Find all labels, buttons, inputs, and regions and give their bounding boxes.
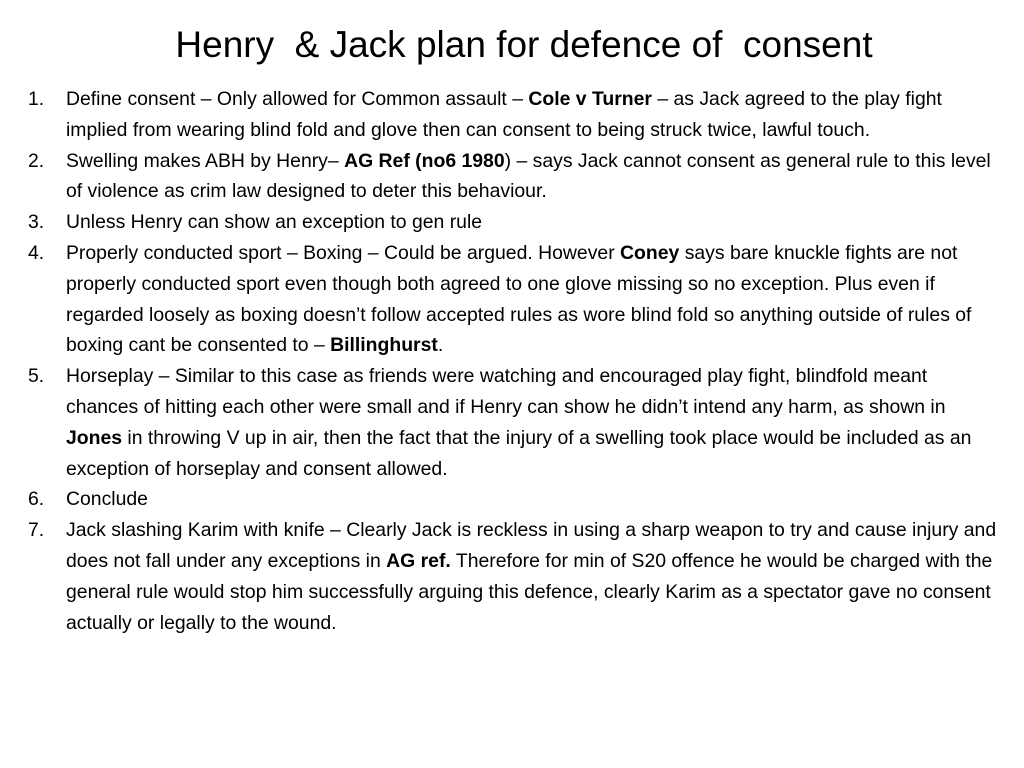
list-item-number: 2.: [28, 149, 45, 172]
slide-title: Henry & Jack plan for defence of consent: [175, 24, 873, 65]
list-item-number: 6.: [28, 488, 45, 511]
list-item: [28, 207, 1004, 238]
case-citation: AG Ref (no6 1980: [344, 149, 505, 172]
text-segment: Swelling makes ABH by Henry–: [66, 149, 345, 172]
text-segment: Properly conducted sport – Boxing – Could be argued. However: [66, 241, 621, 264]
text-segment: in throwing V up in air, then the fact that the injury of a swelling took place would be included as an exception of horseplay and consent allowed.: [66, 426, 972, 480]
text-segment: Conclude: [66, 488, 148, 511]
list-item-number: 4.: [28, 241, 45, 264]
text-segment: ) – says Jack cannot consent as general rule to this level of violence as crim law designed to deter this behaviour.: [66, 149, 991, 203]
text-segment: Define consent – Only allowed for Common assault –: [66, 88, 529, 110]
case-citation: Jones: [66, 426, 123, 449]
text-segment: Horseplay – Similar to this case as friends were watching and encouraged play fight, blindfold meant chances of hitting each other were small and if Henry can show he didn’t intend any harm, as shown in: [66, 365, 946, 418]
list-item: [28, 84, 1004, 146]
list-item: [28, 146, 1004, 208]
list-item: [28, 238, 1004, 361]
text-segment: says bare knuckle fights are not properly conducted sport even though both agreed to one glove missing so no exception. Plus even if regarded loosely as boxing doesn’t follow accepted rules as wore blind fold so anything outside of rules of boxing cant be consented to –: [66, 241, 972, 357]
text-segment: – as Jack agreed to the play fight implied from wearing blind fold and glove then can consent to being struck twice, lawful touch.: [66, 88, 942, 141]
list-item-text: [66, 519, 996, 633]
list-item-text: [66, 488, 148, 510]
list-item-number: 3.: [28, 211, 45, 234]
list-item-text: [66, 150, 991, 203]
list-item: [28, 515, 1004, 638]
text-segment: .: [437, 334, 444, 357]
list-item-text: [66, 211, 482, 233]
list-item-text: [66, 88, 942, 141]
list-item-number: 7.: [28, 519, 45, 542]
case-citation: Cole v Turner: [528, 88, 652, 110]
text-segment: Jack slashing Karim with knife – Clearly Jack is reckless in using a sharp weapon to try and cause injury and does not fall under any exceptions in: [66, 519, 997, 572]
list-item-text: [66, 365, 971, 479]
list-item-text: [66, 242, 971, 356]
list-item-number: 5.: [28, 365, 45, 388]
list-item: [28, 484, 1004, 515]
case-citation: Coney: [620, 241, 680, 264]
case-citation: Billinghurst: [330, 334, 438, 357]
text-segment: Unless Henry can show an exception to gen rule: [66, 211, 483, 234]
list-item-number: 1.: [28, 88, 45, 110]
text-segment: Therefore for min of S20 offence he would be charged with the general rule would stop him successfully arguing this defence, clearly Karim as a spectator gave no consent actually or legally to the wound.: [66, 549, 993, 634]
numbered-list: [28, 84, 1004, 638]
case-citation: AG ref.: [386, 549, 451, 572]
list-item: [28, 361, 1004, 484]
